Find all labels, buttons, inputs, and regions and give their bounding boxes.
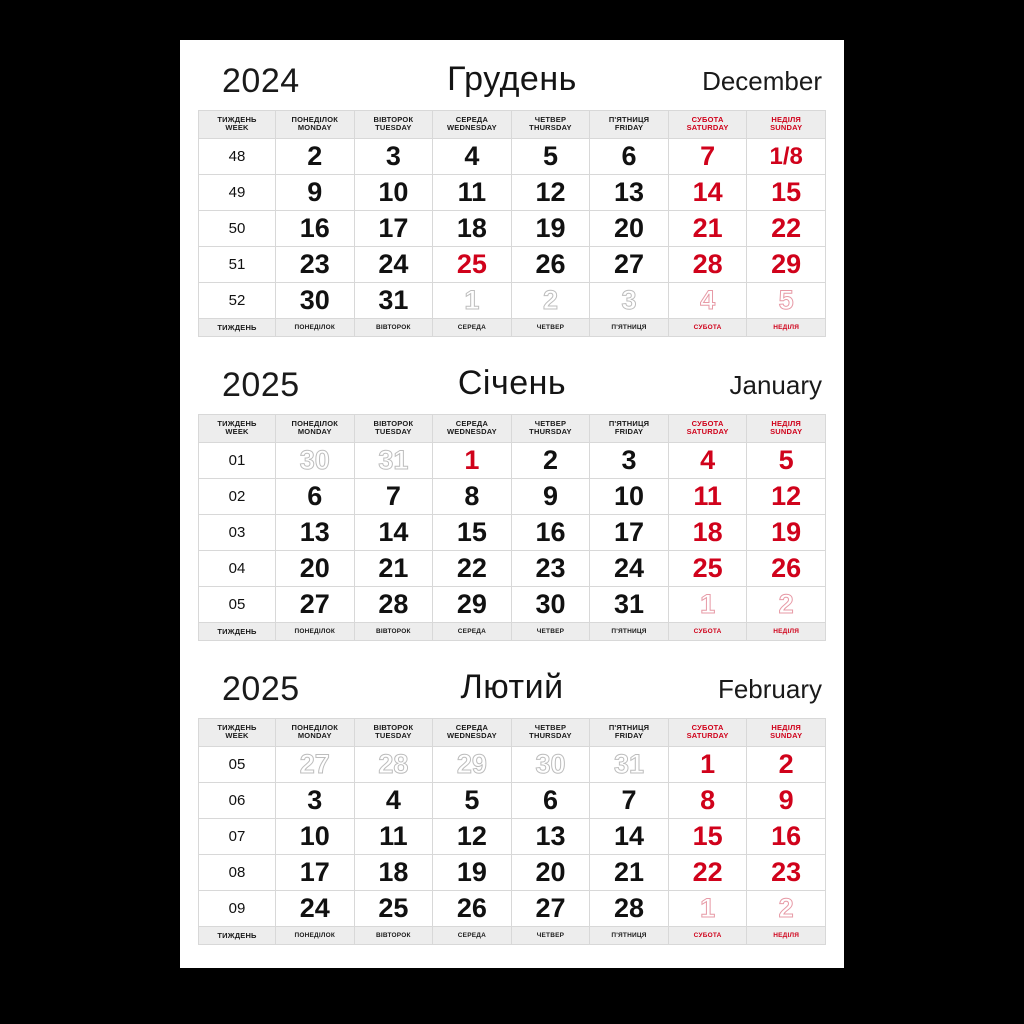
day-cell[interactable]: 14	[590, 819, 669, 855]
day-cell[interactable]: 29	[433, 587, 512, 623]
day-cell[interactable]: 19	[747, 515, 826, 551]
weekday-footer-monday: ПОНЕДІЛОК	[276, 623, 355, 641]
day-cell-adjacent[interactable]: 4	[668, 283, 747, 319]
day-cell[interactable]: 11	[433, 175, 512, 211]
day-cell[interactable]: 18	[668, 515, 747, 551]
weekday-en: FRIDAY	[614, 427, 644, 436]
weekday-ua: ЧЕТВЕР	[534, 723, 567, 733]
weekday-header-thursday	[511, 111, 590, 139]
weekday-header-thursday	[511, 719, 590, 747]
day-cell[interactable]: 12	[433, 819, 512, 855]
table-row	[199, 175, 826, 211]
weekday-footer-sunday: НЕДІЛЯ	[747, 319, 826, 337]
day-cell[interactable]: 26	[747, 551, 826, 587]
weekday-header-wednesday	[433, 415, 512, 443]
weekday-header-saturday	[668, 719, 747, 747]
weekday-en: SATURDAY	[686, 427, 729, 436]
weekday-ua: СЕРЕДА	[455, 723, 489, 733]
day-cell[interactable]: 8	[668, 783, 747, 819]
month-name-en: February	[717, 674, 822, 704]
weekday-header-sunday	[747, 111, 826, 139]
table-row	[199, 443, 826, 479]
weekday-header-row	[199, 415, 826, 443]
day-cell[interactable]: 5	[433, 783, 512, 819]
day-cell[interactable]: 9	[747, 783, 826, 819]
day-cell-adjacent[interactable]: 2	[511, 283, 590, 319]
table-row	[199, 283, 826, 319]
weekday-en: TUESDAY	[375, 731, 412, 740]
weekday-ua: ПОНЕДІЛОК	[291, 723, 339, 733]
day-cell[interactable]: 23	[276, 247, 355, 283]
weekday-footer-row	[199, 927, 826, 945]
weekday-footer-saturday: СУБОТА	[668, 927, 747, 945]
day-cell[interactable]: 13	[511, 819, 590, 855]
month-name-en: January	[729, 370, 822, 400]
day-cell[interactable]: 21	[354, 551, 433, 587]
day-cell[interactable]: 26	[511, 247, 590, 283]
day-cell[interactable]: 7	[590, 783, 669, 819]
weekday-header-sunday	[747, 719, 826, 747]
weekday-en: MONDAY	[297, 427, 332, 436]
day-cell[interactable]: 6	[511, 783, 590, 819]
table-row	[199, 551, 826, 587]
week-number: 04	[199, 551, 276, 587]
weekday-ua: СУБОТА	[691, 419, 724, 429]
day-cell[interactable]: 31	[590, 587, 669, 623]
day-cell[interactable]: 2	[747, 747, 826, 783]
weekday-header-thursday	[511, 415, 590, 443]
weekday-ua: СУБОТА	[691, 723, 724, 733]
table-row	[199, 211, 826, 247]
week-number: 49	[199, 175, 276, 211]
month-name-ua: Грудень	[447, 60, 577, 98]
day-cell[interactable]: 17	[354, 211, 433, 247]
weekday-ua: ВІВТОРОК	[373, 723, 414, 733]
day-cell[interactable]: 15	[668, 819, 747, 855]
day-cell[interactable]: 1	[433, 443, 512, 479]
weekday-header-row	[199, 719, 826, 747]
day-cell[interactable]: 27	[276, 587, 355, 623]
day-cell[interactable]: 3	[590, 443, 669, 479]
day-cell[interactable]: 31	[354, 283, 433, 319]
weekday-en: THURSDAY	[529, 427, 572, 436]
weekday-en: SATURDAY	[686, 123, 729, 132]
month-header	[180, 362, 844, 414]
day-cell[interactable]: 15	[747, 175, 826, 211]
month-block-december	[180, 58, 844, 337]
weekday-header-tuesday	[354, 111, 433, 139]
weekday-header-monday	[276, 415, 355, 443]
week-footer-label: ТИЖДЕНЬ	[199, 623, 276, 641]
day-cell[interactable]: 18	[433, 211, 512, 247]
weekday-en: TUESDAY	[375, 427, 412, 436]
day-cell[interactable]: 17	[590, 515, 669, 551]
day-cell[interactable]: 16	[747, 819, 826, 855]
weekday-ua: СЕРЕДА	[455, 419, 489, 429]
weekday-footer-thursday: ЧЕТВЕР	[511, 319, 590, 337]
week-number: 01	[199, 443, 276, 479]
week-number: 02	[199, 479, 276, 515]
week-footer-label: ТИЖДЕНЬ	[199, 927, 276, 945]
day-cell[interactable]: 26	[433, 891, 512, 927]
week-label-en: WEEK	[225, 731, 249, 740]
day-cell-adjacent[interactable]: 30	[276, 443, 355, 479]
weekday-ua: НЕДІЛЯ	[771, 723, 802, 733]
day-cell[interactable]: 6	[276, 479, 355, 515]
day-cell-adjacent[interactable]: 31	[354, 443, 433, 479]
weekday-header-saturday	[668, 111, 747, 139]
month-name-ua: Січень	[457, 364, 567, 402]
weekday-ua: ВІВТОРОК	[373, 419, 414, 429]
day-cell[interactable]: 16	[511, 515, 590, 551]
day-cell-adjacent[interactable]: 31	[590, 747, 669, 783]
month-year: 2025	[222, 670, 300, 708]
table-row	[199, 783, 826, 819]
day-cell[interactable]: 9	[511, 479, 590, 515]
day-cell[interactable]: 11	[668, 479, 747, 515]
day-cell-adjacent[interactable]: 29	[433, 747, 512, 783]
weekday-footer-sunday: НЕДІЛЯ	[747, 623, 826, 641]
weekday-footer-row	[199, 623, 826, 641]
day-cell[interactable]: 27	[590, 247, 669, 283]
day-cell[interactable]: 25	[433, 247, 512, 283]
weekday-footer-monday: ПОНЕДІЛОК	[276, 927, 355, 945]
weekday-en: SATURDAY	[686, 731, 729, 740]
week-number: 03	[199, 515, 276, 551]
day-cell[interactable]: 19	[511, 211, 590, 247]
day-cell[interactable]: 24	[276, 891, 355, 927]
day-cell[interactable]: 12	[511, 175, 590, 211]
weekday-ua: НЕДІЛЯ	[771, 115, 802, 125]
weekday-en: THURSDAY	[529, 731, 572, 740]
weekday-ua: ПОНЕДІЛОК	[291, 115, 339, 125]
day-cell[interactable]: 25	[668, 551, 747, 587]
weekday-footer-tuesday: ВІВТОРОК	[354, 319, 433, 337]
day-cell-adjacent[interactable]: 3	[590, 283, 669, 319]
month-year: 2024	[222, 62, 300, 100]
table-row	[199, 855, 826, 891]
day-cell[interactable]: 1/8	[747, 139, 826, 175]
weekday-footer-wednesday: СЕРЕДА	[433, 927, 512, 945]
table-row	[199, 747, 826, 783]
day-cell[interactable]: 21	[668, 211, 747, 247]
month-header	[180, 666, 844, 718]
day-cell[interactable]: 14	[354, 515, 433, 551]
weekday-header-sunday	[747, 415, 826, 443]
weekday-en: SUNDAY	[770, 731, 803, 740]
day-cell[interactable]: 4	[668, 443, 747, 479]
day-cell[interactable]: 4	[354, 783, 433, 819]
weekday-footer-tuesday: ВІВТОРОК	[354, 623, 433, 641]
day-cell[interactable]: 22	[747, 211, 826, 247]
weekday-en: SUNDAY	[770, 123, 803, 132]
day-cell[interactable]: 14	[668, 175, 747, 211]
week-number: 52	[199, 283, 276, 319]
month-name-en: December	[702, 66, 822, 96]
month-header	[180, 58, 844, 110]
calendar-table	[198, 110, 826, 337]
week-label-ua: ТИЖДЕНЬ	[217, 115, 257, 125]
week-label-en: WEEK	[225, 427, 249, 436]
table-row	[199, 139, 826, 175]
weekday-footer-monday: ПОНЕДІЛОК	[276, 319, 355, 337]
day-cell[interactable]: 7	[354, 479, 433, 515]
weekday-header-friday	[590, 111, 669, 139]
day-cell[interactable]: 21	[590, 855, 669, 891]
day-cell[interactable]: 5	[511, 139, 590, 175]
day-cell[interactable]: 25	[354, 891, 433, 927]
weekday-footer-wednesday: СЕРЕДА	[433, 623, 512, 641]
day-cell[interactable]: 1	[668, 747, 747, 783]
day-cell[interactable]: 2	[276, 139, 355, 175]
day-cell-adjacent[interactable]: 28	[354, 747, 433, 783]
weekday-footer-saturday: СУБОТА	[668, 319, 747, 337]
weekday-header-tuesday	[354, 415, 433, 443]
day-cell-adjacent[interactable]: 5	[747, 283, 826, 319]
day-cell-adjacent[interactable]: 2	[747, 891, 826, 927]
month-name-ua: Лютий	[460, 668, 564, 706]
week-column-label	[199, 111, 276, 139]
day-cell[interactable]: 24	[590, 551, 669, 587]
weekday-footer-saturday: СУБОТА	[668, 623, 747, 641]
weekday-en: WEDNESDAY	[446, 731, 497, 740]
calendar-sheet	[180, 40, 844, 968]
day-cell[interactable]: 28	[590, 891, 669, 927]
weekday-ua: П'ЯТНИЦЯ	[608, 419, 650, 429]
weekday-ua: П'ЯТНИЦЯ	[608, 115, 650, 125]
weekday-header-wednesday	[433, 719, 512, 747]
day-cell[interactable]: 5	[747, 443, 826, 479]
week-number: 08	[199, 855, 276, 891]
month-block-january	[180, 362, 844, 641]
day-cell[interactable]: 10	[276, 819, 355, 855]
day-cell[interactable]: 10	[354, 175, 433, 211]
weekday-en: FRIDAY	[614, 123, 644, 132]
weekday-en: MONDAY	[297, 731, 332, 740]
day-cell[interactable]: 13	[590, 175, 669, 211]
day-cell-adjacent[interactable]: 30	[511, 747, 590, 783]
day-cell-adjacent[interactable]: 1	[668, 891, 747, 927]
week-number: 05	[199, 747, 276, 783]
weekday-footer-thursday: ЧЕТВЕР	[511, 623, 590, 641]
day-cell[interactable]: 19	[433, 855, 512, 891]
day-cell[interactable]: 15	[433, 515, 512, 551]
week-number: 09	[199, 891, 276, 927]
week-label-en: WEEK	[225, 123, 249, 132]
day-cell[interactable]: 7	[668, 139, 747, 175]
weekday-footer-friday: П'ЯТНИЦЯ	[590, 623, 669, 641]
day-cell[interactable]: 20	[511, 855, 590, 891]
weekday-ua: П'ЯТНИЦЯ	[608, 723, 650, 733]
day-cell[interactable]: 13	[276, 515, 355, 551]
weekday-en: FRIDAY	[614, 731, 644, 740]
day-cell[interactable]: 20	[276, 551, 355, 587]
week-label-ua: ТИЖДЕНЬ	[217, 419, 257, 429]
day-cell[interactable]: 22	[668, 855, 747, 891]
day-cell[interactable]: 12	[747, 479, 826, 515]
day-cell-adjacent[interactable]: 1	[433, 283, 512, 319]
day-cell[interactable]: 10	[590, 479, 669, 515]
week-number: 48	[199, 139, 276, 175]
day-cell[interactable]: 27	[511, 891, 590, 927]
day-cell[interactable]: 9	[276, 175, 355, 211]
weekday-footer-thursday: ЧЕТВЕР	[511, 927, 590, 945]
week-footer-label: ТИЖДЕНЬ	[199, 319, 276, 337]
day-cell[interactable]: 3	[354, 139, 433, 175]
weekday-footer-row	[199, 319, 826, 337]
week-number: 51	[199, 247, 276, 283]
weekday-header-row	[199, 111, 826, 139]
weekday-ua: ПОНЕДІЛОК	[291, 419, 339, 429]
day-cell[interactable]: 22	[433, 551, 512, 587]
day-cell[interactable]: 24	[354, 247, 433, 283]
weekday-footer-friday: П'ЯТНИЦЯ	[590, 927, 669, 945]
calendar-table	[198, 414, 826, 641]
day-cell[interactable]: 20	[590, 211, 669, 247]
month-block-february	[180, 666, 844, 945]
day-cell-adjacent[interactable]: 1	[668, 587, 747, 623]
weekday-ua: ВІВТОРОК	[373, 115, 414, 125]
table-row	[199, 891, 826, 927]
day-cell[interactable]: 30	[276, 283, 355, 319]
weekday-en: TUESDAY	[375, 123, 412, 132]
day-cell[interactable]: 29	[747, 247, 826, 283]
weekday-en: MONDAY	[297, 123, 332, 132]
weekday-ua: ЧЕТВЕР	[534, 115, 567, 125]
week-number: 06	[199, 783, 276, 819]
weekday-footer-sunday: НЕДІЛЯ	[747, 927, 826, 945]
weekday-header-saturday	[668, 415, 747, 443]
day-cell[interactable]: 11	[354, 819, 433, 855]
day-cell[interactable]: 30	[511, 587, 590, 623]
table-row	[199, 819, 826, 855]
day-cell[interactable]: 23	[511, 551, 590, 587]
weekday-header-tuesday	[354, 719, 433, 747]
weekday-en: WEDNESDAY	[446, 123, 497, 132]
table-row	[199, 247, 826, 283]
weekday-en: THURSDAY	[529, 123, 572, 132]
weekday-header-friday	[590, 719, 669, 747]
table-row	[199, 515, 826, 551]
week-column-label	[199, 719, 276, 747]
weekday-en: WEDNESDAY	[446, 427, 497, 436]
day-cell[interactable]: 4	[433, 139, 512, 175]
day-cell[interactable]: 28	[354, 587, 433, 623]
weekday-ua: СЕРЕДА	[455, 115, 489, 125]
weekday-ua: НЕДІЛЯ	[771, 419, 802, 429]
day-cell[interactable]: 8	[433, 479, 512, 515]
weekday-header-wednesday	[433, 111, 512, 139]
day-cell-adjacent[interactable]: 2	[747, 587, 826, 623]
calendar-table	[198, 718, 826, 945]
weekday-header-monday	[276, 719, 355, 747]
day-cell[interactable]: 18	[354, 855, 433, 891]
week-number: 50	[199, 211, 276, 247]
week-column-label	[199, 415, 276, 443]
week-number: 05	[199, 587, 276, 623]
day-cell[interactable]: 3	[276, 783, 355, 819]
weekday-ua: СУБОТА	[691, 115, 724, 125]
weekday-header-monday	[276, 111, 355, 139]
table-row	[199, 479, 826, 515]
weekday-footer-friday: П'ЯТНИЦЯ	[590, 319, 669, 337]
week-label-ua: ТИЖДЕНЬ	[217, 723, 257, 733]
table-row	[199, 587, 826, 623]
weekday-footer-tuesday: ВІВТОРОК	[354, 927, 433, 945]
weekday-ua: ЧЕТВЕР	[534, 419, 567, 429]
weekday-header-friday	[590, 415, 669, 443]
weekday-en: SUNDAY	[770, 427, 803, 436]
weekday-footer-wednesday: СЕРЕДА	[433, 319, 512, 337]
month-year: 2025	[222, 366, 300, 404]
day-cell[interactable]: 6	[590, 139, 669, 175]
day-cell[interactable]: 2	[511, 443, 590, 479]
day-cell[interactable]: 23	[747, 855, 826, 891]
day-cell[interactable]: 28	[668, 247, 747, 283]
day-cell[interactable]: 16	[276, 211, 355, 247]
day-cell[interactable]: 17	[276, 855, 355, 891]
week-number: 07	[199, 819, 276, 855]
day-cell-adjacent[interactable]: 27	[276, 747, 355, 783]
